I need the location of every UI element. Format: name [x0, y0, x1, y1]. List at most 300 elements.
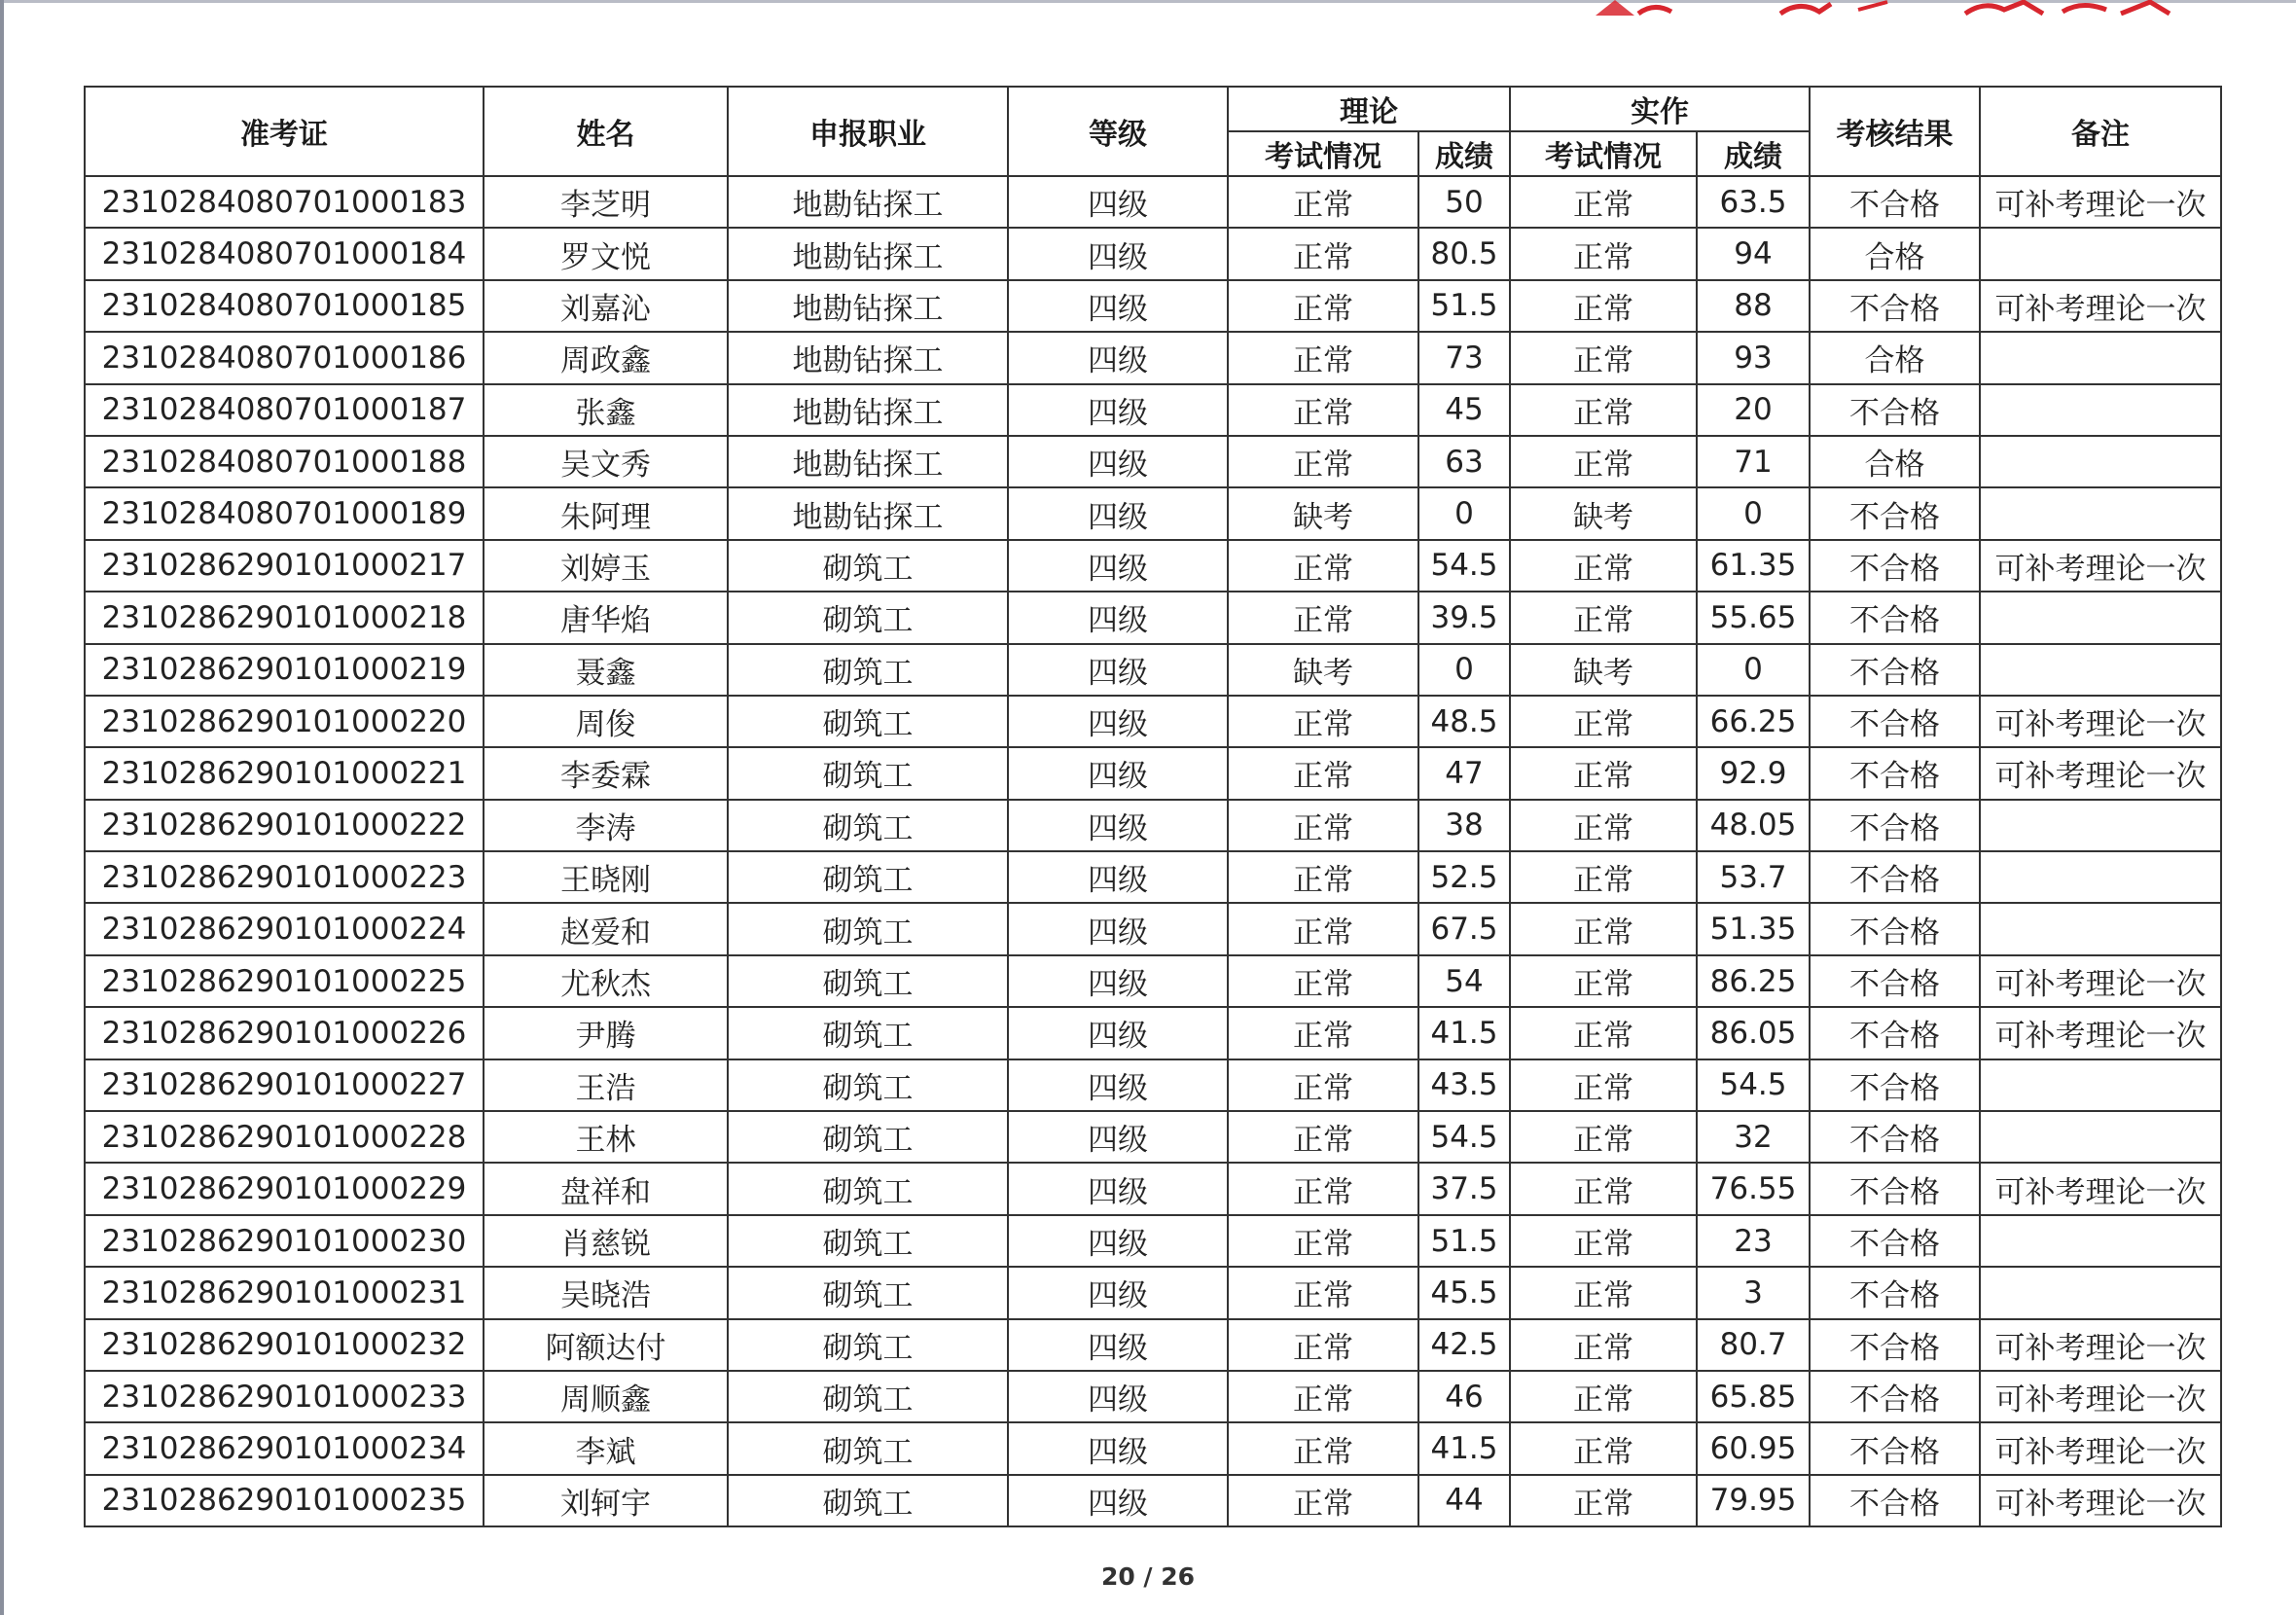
cell-result: 不合格 [1810, 644, 1980, 696]
table-row [85, 1422, 2221, 1474]
cell-name: 唐华焰 [484, 592, 728, 643]
table-row [85, 1267, 2221, 1318]
cell-practice-status: 正常 [1510, 1007, 1697, 1059]
header-theory-score: 成绩 [1418, 131, 1510, 176]
cell-level: 四级 [1008, 280, 1228, 332]
cell-practice-status: 正常 [1510, 747, 1697, 799]
cell-theory-score: 63 [1418, 436, 1510, 487]
table-row [85, 332, 2221, 383]
cell-occupation: 砌筑工 [728, 540, 1008, 592]
table-row [85, 1215, 2221, 1267]
cell-occupation: 砌筑工 [728, 1111, 1008, 1163]
cell-level: 四级 [1008, 1422, 1228, 1474]
cell-theory-status: 正常 [1228, 1319, 1418, 1371]
cell-theory-status: 正常 [1228, 1007, 1418, 1059]
cell-level: 四级 [1008, 487, 1228, 539]
cell-theory-score: 47 [1418, 747, 1510, 799]
cell-occupation: 砌筑工 [728, 1059, 1008, 1111]
table-row [85, 436, 2221, 487]
cell-name: 周政鑫 [484, 332, 728, 383]
cell-ticket: 2310284080701000189 [85, 487, 484, 539]
cell-occupation: 砌筑工 [728, 851, 1008, 903]
cell-result: 不合格 [1810, 696, 1980, 747]
cell-practice-status: 缺考 [1510, 644, 1697, 696]
cell-remark [1980, 1111, 2221, 1163]
cell-theory-status: 缺考 [1228, 487, 1418, 539]
cell-remark [1980, 332, 2221, 383]
table-row [85, 903, 2221, 954]
cell-result: 不合格 [1810, 800, 1980, 851]
cell-theory-status: 正常 [1228, 176, 1418, 228]
cell-result: 不合格 [1810, 1007, 1980, 1059]
cell-name: 尤秋杰 [484, 955, 728, 1007]
cell-practice-score: 48.05 [1697, 800, 1810, 851]
cell-level: 四级 [1008, 903, 1228, 954]
cell-level: 四级 [1008, 176, 1228, 228]
cell-practice-score: 79.95 [1697, 1475, 1810, 1526]
cell-theory-status: 正常 [1228, 1475, 1418, 1526]
table-header [85, 87, 2221, 176]
cell-ticket: 2310284080701000184 [85, 228, 484, 279]
cell-name: 王林 [484, 1111, 728, 1163]
header-ticket: 准考证 [85, 87, 484, 176]
cell-level: 四级 [1008, 436, 1228, 487]
cell-level: 四级 [1008, 644, 1228, 696]
cell-remark [1980, 851, 2221, 903]
cell-practice-score: 66.25 [1697, 696, 1810, 747]
cell-ticket: 2310286290101000217 [85, 540, 484, 592]
cell-practice-score: 86.05 [1697, 1007, 1810, 1059]
cell-level: 四级 [1008, 540, 1228, 592]
cell-level: 四级 [1008, 1215, 1228, 1267]
cell-practice-status: 正常 [1510, 903, 1697, 954]
cell-name: 盘祥和 [484, 1163, 728, 1214]
cell-remark [1980, 1059, 2221, 1111]
cell-occupation: 砌筑工 [728, 1007, 1008, 1059]
cell-ticket: 2310284080701000183 [85, 176, 484, 228]
cell-practice-status: 正常 [1510, 436, 1697, 487]
header-theory-status: 考试情况 [1228, 131, 1418, 176]
cell-level: 四级 [1008, 1475, 1228, 1526]
cell-occupation: 砌筑工 [728, 696, 1008, 747]
cell-level: 四级 [1008, 800, 1228, 851]
cell-remark [1980, 436, 2221, 487]
table-row [85, 176, 2221, 228]
cell-name: 尹腾 [484, 1007, 728, 1059]
cell-theory-status: 正常 [1228, 228, 1418, 279]
cell-occupation: 砌筑工 [728, 903, 1008, 954]
cell-occupation: 砌筑工 [728, 1267, 1008, 1318]
cell-practice-score: 76.55 [1697, 1163, 1810, 1214]
cell-ticket: 2310284080701000188 [85, 436, 484, 487]
cell-result: 不合格 [1810, 955, 1980, 1007]
table-row [85, 644, 2221, 696]
cell-practice-status: 正常 [1510, 1163, 1697, 1214]
cell-result: 不合格 [1810, 384, 1980, 436]
cell-result: 不合格 [1810, 1059, 1980, 1111]
cell-practice-status: 正常 [1510, 800, 1697, 851]
cell-result: 合格 [1810, 332, 1980, 383]
cell-theory-score: 41.5 [1418, 1422, 1510, 1474]
cell-result: 不合格 [1810, 903, 1980, 954]
cell-practice-score: 65.85 [1697, 1371, 1810, 1422]
cell-theory-score: 67.5 [1418, 903, 1510, 954]
cell-practice-score: 3 [1697, 1267, 1810, 1318]
cell-name: 王浩 [484, 1059, 728, 1111]
cell-ticket: 2310286290101000229 [85, 1163, 484, 1214]
cell-occupation: 砌筑工 [728, 592, 1008, 643]
cell-remark [1980, 1215, 2221, 1267]
table-row [85, 592, 2221, 643]
cell-theory-status: 正常 [1228, 696, 1418, 747]
cell-theory-status: 正常 [1228, 1267, 1418, 1318]
cell-name: 王晓刚 [484, 851, 728, 903]
exam-results-table [84, 86, 2222, 1527]
cell-occupation: 砌筑工 [728, 1475, 1008, 1526]
cell-result: 不合格 [1810, 1319, 1980, 1371]
cell-theory-score: 43.5 [1418, 1059, 1510, 1111]
cell-theory-status: 正常 [1228, 540, 1418, 592]
cell-practice-score: 20 [1697, 384, 1810, 436]
cell-theory-status: 正常 [1228, 1371, 1418, 1422]
cell-occupation: 地勘钻探工 [728, 228, 1008, 279]
cell-name: 朱阿理 [484, 487, 728, 539]
cell-result: 合格 [1810, 436, 1980, 487]
table-row [85, 800, 2221, 851]
cell-occupation: 地勘钻探工 [728, 280, 1008, 332]
cell-remark: 可补考理论一次 [1980, 1422, 2221, 1474]
cell-remark: 可补考理论一次 [1980, 955, 2221, 1007]
cell-ticket: 2310286290101000232 [85, 1319, 484, 1371]
cell-ticket: 2310286290101000224 [85, 903, 484, 954]
cell-theory-status: 正常 [1228, 384, 1418, 436]
cell-practice-score: 32 [1697, 1111, 1810, 1163]
header-name: 姓名 [484, 87, 728, 176]
cell-name: 阿额达付 [484, 1319, 728, 1371]
cell-theory-status: 正常 [1228, 436, 1418, 487]
header-level: 等级 [1008, 87, 1228, 176]
cell-ticket: 2310286290101000231 [85, 1267, 484, 1318]
cell-occupation: 砌筑工 [728, 955, 1008, 1007]
cell-ticket: 2310286290101000219 [85, 644, 484, 696]
table-row [85, 747, 2221, 799]
header-remark: 备注 [1980, 87, 2221, 176]
cell-practice-status: 正常 [1510, 176, 1697, 228]
cell-practice-status: 正常 [1510, 1319, 1697, 1371]
cell-practice-status: 正常 [1510, 1422, 1697, 1474]
cell-practice-status: 正常 [1510, 1111, 1697, 1163]
cell-theory-status: 正常 [1228, 332, 1418, 383]
cell-name: 李委霖 [484, 747, 728, 799]
cell-practice-status: 正常 [1510, 1371, 1697, 1422]
header-theory: 理论 [1228, 87, 1510, 131]
cell-practice-status: 正常 [1510, 1475, 1697, 1526]
cell-result: 不合格 [1810, 487, 1980, 539]
cell-practice-status: 正常 [1510, 332, 1697, 383]
cell-name: 聂鑫 [484, 644, 728, 696]
cell-theory-score: 54.5 [1418, 540, 1510, 592]
cell-remark [1980, 1267, 2221, 1318]
cell-level: 四级 [1008, 332, 1228, 383]
cell-name: 刘嘉沁 [484, 280, 728, 332]
cell-theory-score: 50 [1418, 176, 1510, 228]
cell-result: 不合格 [1810, 1111, 1980, 1163]
cell-ticket: 2310286290101000235 [85, 1475, 484, 1526]
cell-ticket: 2310286290101000233 [85, 1371, 484, 1422]
table-row [85, 1007, 2221, 1059]
cell-practice-score: 54.5 [1697, 1059, 1810, 1111]
cell-theory-score: 45.5 [1418, 1267, 1510, 1318]
cell-remark: 可补考理论一次 [1980, 1163, 2221, 1214]
cell-theory-status: 正常 [1228, 1422, 1418, 1474]
cell-ticket: 2310284080701000185 [85, 280, 484, 332]
cell-remark: 可补考理论一次 [1980, 696, 2221, 747]
cell-level: 四级 [1008, 1111, 1228, 1163]
cell-name: 刘轲宇 [484, 1475, 728, 1526]
cell-practice-status: 正常 [1510, 592, 1697, 643]
cell-practice-score: 51.35 [1697, 903, 1810, 954]
cell-name: 罗文悦 [484, 228, 728, 279]
cell-level: 四级 [1008, 1163, 1228, 1214]
cell-occupation: 地勘钻探工 [728, 436, 1008, 487]
cell-theory-status: 正常 [1228, 1059, 1418, 1111]
cell-practice-score: 80.7 [1697, 1319, 1810, 1371]
cell-result: 不合格 [1810, 176, 1980, 228]
header-result: 考核结果 [1810, 87, 1980, 176]
cell-theory-score: 48.5 [1418, 696, 1510, 747]
cell-remark: 可补考理论一次 [1980, 540, 2221, 592]
cell-result: 不合格 [1810, 1422, 1980, 1474]
table-row [85, 1163, 2221, 1214]
cell-practice-score: 0 [1697, 487, 1810, 539]
cell-theory-score: 54.5 [1418, 1111, 1510, 1163]
cell-ticket: 2310284080701000186 [85, 332, 484, 383]
cell-ticket: 2310286290101000228 [85, 1111, 484, 1163]
cell-practice-status: 正常 [1510, 280, 1697, 332]
cell-result: 不合格 [1810, 592, 1980, 643]
cell-practice-score: 55.65 [1697, 592, 1810, 643]
cell-theory-score: 51.5 [1418, 280, 1510, 332]
cell-ticket: 2310286290101000222 [85, 800, 484, 851]
cell-occupation: 砌筑工 [728, 800, 1008, 851]
cell-level: 四级 [1008, 1059, 1228, 1111]
cell-remark [1980, 903, 2221, 954]
cell-theory-score: 42.5 [1418, 1319, 1510, 1371]
cell-result: 不合格 [1810, 280, 1980, 332]
cell-remark: 可补考理论一次 [1980, 1475, 2221, 1526]
cell-level: 四级 [1008, 1267, 1228, 1318]
cell-practice-status: 正常 [1510, 696, 1697, 747]
cell-theory-score: 46 [1418, 1371, 1510, 1422]
cell-practice-status: 正常 [1510, 1059, 1697, 1111]
cell-name: 赵爱和 [484, 903, 728, 954]
cell-remark [1980, 800, 2221, 851]
page-number: 20 / 26 [1100, 1562, 1196, 1591]
cell-theory-score: 44 [1418, 1475, 1510, 1526]
cell-occupation: 砌筑工 [728, 1422, 1008, 1474]
cell-practice-status: 缺考 [1510, 487, 1697, 539]
cell-theory-score: 45 [1418, 384, 1510, 436]
cell-practice-score: 92.9 [1697, 747, 1810, 799]
cell-theory-score: 37.5 [1418, 1163, 1510, 1214]
cell-practice-score: 61.35 [1697, 540, 1810, 592]
cell-level: 四级 [1008, 592, 1228, 643]
table-row [85, 851, 2221, 903]
cell-result: 不合格 [1810, 540, 1980, 592]
cell-result: 合格 [1810, 228, 1980, 279]
cell-result: 不合格 [1810, 1267, 1980, 1318]
cell-ticket: 2310286290101000218 [85, 592, 484, 643]
cell-name: 张鑫 [484, 384, 728, 436]
table-row [85, 228, 2221, 279]
cell-theory-score: 51.5 [1418, 1215, 1510, 1267]
cell-theory-status: 正常 [1228, 1215, 1418, 1267]
cell-ticket: 2310286290101000226 [85, 1007, 484, 1059]
cell-theory-score: 41.5 [1418, 1007, 1510, 1059]
page-left-edge [0, 0, 4, 1615]
red-seal-fragment [1576, 0, 2218, 16]
cell-level: 四级 [1008, 851, 1228, 903]
cell-theory-score: 0 [1418, 644, 1510, 696]
cell-remark [1980, 487, 2221, 539]
cell-level: 四级 [1008, 1371, 1228, 1422]
cell-occupation: 砌筑工 [728, 747, 1008, 799]
cell-name: 周顺鑫 [484, 1371, 728, 1422]
cell-practice-score: 88 [1697, 280, 1810, 332]
cell-remark [1980, 644, 2221, 696]
cell-theory-score: 38 [1418, 800, 1510, 851]
cell-ticket: 2310284080701000187 [85, 384, 484, 436]
cell-practice-score: 23 [1697, 1215, 1810, 1267]
cell-level: 四级 [1008, 228, 1228, 279]
table-row [85, 955, 2221, 1007]
cell-ticket: 2310286290101000230 [85, 1215, 484, 1267]
table-row [85, 1059, 2221, 1111]
cell-theory-score: 39.5 [1418, 592, 1510, 643]
cell-name: 李斌 [484, 1422, 728, 1474]
cell-practice-score: 86.25 [1697, 955, 1810, 1007]
cell-level: 四级 [1008, 1007, 1228, 1059]
cell-practice-score: 0 [1697, 644, 1810, 696]
cell-occupation: 砌筑工 [728, 1371, 1008, 1422]
cell-theory-score: 80.5 [1418, 228, 1510, 279]
cell-occupation: 地勘钻探工 [728, 176, 1008, 228]
table-row [85, 1111, 2221, 1163]
cell-remark [1980, 228, 2221, 279]
cell-theory-status: 正常 [1228, 800, 1418, 851]
cell-theory-status: 正常 [1228, 955, 1418, 1007]
cell-remark: 可补考理论一次 [1980, 1371, 2221, 1422]
cell-practice-score: 60.95 [1697, 1422, 1810, 1474]
cell-practice-score: 93 [1697, 332, 1810, 383]
cell-practice-status: 正常 [1510, 540, 1697, 592]
table-row [85, 1319, 2221, 1371]
cell-theory-status: 正常 [1228, 903, 1418, 954]
cell-practice-status: 正常 [1510, 384, 1697, 436]
header-occupation: 申报职业 [728, 87, 1008, 176]
cell-occupation: 砌筑工 [728, 1319, 1008, 1371]
cell-theory-status: 缺考 [1228, 644, 1418, 696]
cell-occupation: 砌筑工 [728, 644, 1008, 696]
cell-remark: 可补考理论一次 [1980, 1007, 2221, 1059]
cell-ticket: 2310286290101000221 [85, 747, 484, 799]
cell-result: 不合格 [1810, 1163, 1980, 1214]
cell-theory-status: 正常 [1228, 851, 1418, 903]
cell-level: 四级 [1008, 1319, 1228, 1371]
cell-practice-status: 正常 [1510, 1267, 1697, 1318]
cell-remark: 可补考理论一次 [1980, 1319, 2221, 1371]
header-practice: 实作 [1510, 87, 1810, 131]
cell-occupation: 砌筑工 [728, 1163, 1008, 1214]
cell-result: 不合格 [1810, 851, 1980, 903]
cell-theory-status: 正常 [1228, 280, 1418, 332]
cell-practice-score: 53.7 [1697, 851, 1810, 903]
table-row [85, 487, 2221, 539]
cell-practice-status: 正常 [1510, 228, 1697, 279]
cell-level: 四级 [1008, 955, 1228, 1007]
cell-remark: 可补考理论一次 [1980, 176, 2221, 228]
cell-level: 四级 [1008, 696, 1228, 747]
cell-remark [1980, 592, 2221, 643]
table-row [85, 1475, 2221, 1526]
cell-result: 不合格 [1810, 1371, 1980, 1422]
cell-name: 肖慈锐 [484, 1215, 728, 1267]
cell-occupation: 地勘钻探工 [728, 384, 1008, 436]
cell-practice-status: 正常 [1510, 851, 1697, 903]
cell-ticket: 2310286290101000234 [85, 1422, 484, 1474]
cell-occupation: 地勘钻探工 [728, 332, 1008, 383]
cell-ticket: 2310286290101000223 [85, 851, 484, 903]
header-practice-status: 考试情况 [1510, 131, 1697, 176]
cell-theory-status: 正常 [1228, 1163, 1418, 1214]
table-row [85, 1371, 2221, 1422]
cell-remark: 可补考理论一次 [1980, 747, 2221, 799]
cell-practice-score: 63.5 [1697, 176, 1810, 228]
cell-remark [1980, 384, 2221, 436]
cell-name: 吴晓浩 [484, 1267, 728, 1318]
cell-result: 不合格 [1810, 1215, 1980, 1267]
table-row [85, 384, 2221, 436]
cell-ticket: 2310286290101000220 [85, 696, 484, 747]
cell-name: 李涛 [484, 800, 728, 851]
cell-level: 四级 [1008, 384, 1228, 436]
cell-name: 周俊 [484, 696, 728, 747]
cell-occupation: 地勘钻探工 [728, 487, 1008, 539]
cell-theory-score: 52.5 [1418, 851, 1510, 903]
table-row [85, 280, 2221, 332]
cell-result: 不合格 [1810, 747, 1980, 799]
cell-level: 四级 [1008, 747, 1228, 799]
cell-occupation: 砌筑工 [728, 1215, 1008, 1267]
table-row [85, 540, 2221, 592]
cell-theory-score: 0 [1418, 487, 1510, 539]
cell-practice-score: 94 [1697, 228, 1810, 279]
table-row [85, 696, 2221, 747]
cell-name: 吴文秀 [484, 436, 728, 487]
cell-practice-score: 71 [1697, 436, 1810, 487]
cell-theory-status: 正常 [1228, 747, 1418, 799]
cell-ticket: 2310286290101000225 [85, 955, 484, 1007]
cell-theory-status: 正常 [1228, 592, 1418, 643]
cell-name: 李芝明 [484, 176, 728, 228]
header-practice-score: 成绩 [1697, 131, 1810, 176]
cell-ticket: 2310286290101000227 [85, 1059, 484, 1111]
cell-theory-score: 73 [1418, 332, 1510, 383]
cell-practice-status: 正常 [1510, 955, 1697, 1007]
cell-practice-status: 正常 [1510, 1215, 1697, 1267]
cell-theory-score: 54 [1418, 955, 1510, 1007]
table-body [85, 176, 2221, 1526]
